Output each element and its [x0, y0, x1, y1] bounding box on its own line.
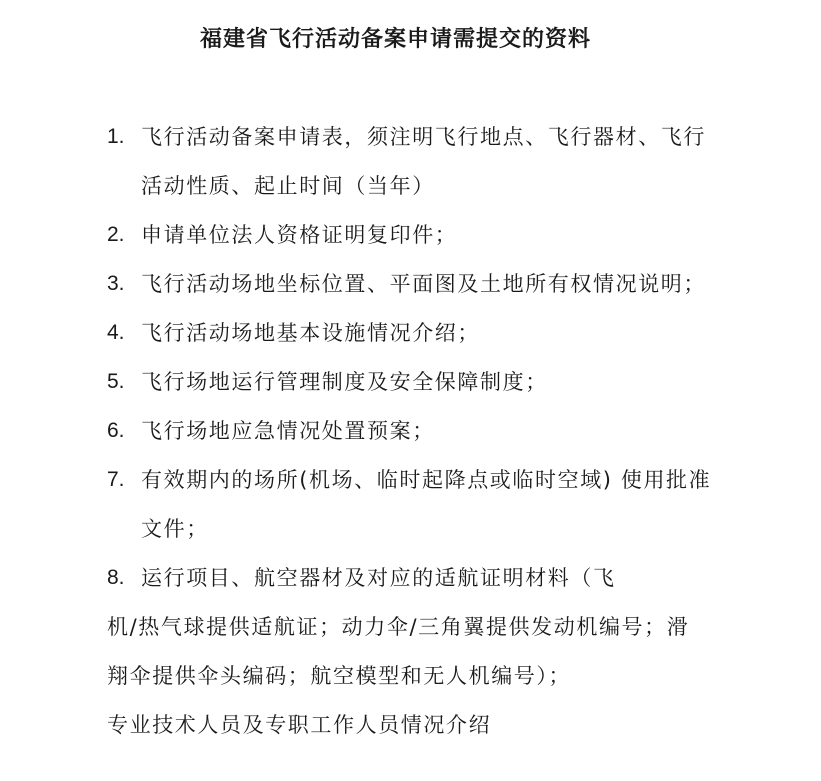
item-text: 机/热气球提供适航证；动力伞/三角翼提供发动机编号；滑: [107, 615, 690, 639]
item-text: 翔伞提供伞头编码；航空模型和无人机编号）；: [107, 664, 572, 688]
item-number: 4.: [107, 321, 125, 344]
item-text: 有效期内的场所(机场、临时起降点或临时空域) 使用批准: [141, 468, 712, 492]
item-text: 文件；: [141, 517, 209, 541]
item-text: 飞行活动备案申请表，须注明飞行地点、飞行器材、飞行: [141, 125, 706, 149]
item-text: 飞行场地运行管理制度及安全保障制度；: [141, 370, 548, 394]
item-text: 运行项目、航空器材及对应的适航证明材料（飞: [141, 566, 616, 590]
item-text: 飞行活动场地基本设施情况介绍；: [141, 321, 480, 345]
item-text: 飞行活动场地坐标位置、平面图及土地所有权情况说明；: [141, 272, 706, 296]
item-number: 6.: [107, 419, 125, 442]
item-text: 飞行场地应急情况处置预案；: [141, 419, 435, 443]
item-number: 3.: [107, 272, 125, 295]
item-number: 8.: [107, 566, 125, 589]
item-text: 申请单位法人资格证明复印件；: [141, 223, 458, 247]
item-text: 活动性质、起止时间（当年）: [141, 174, 435, 198]
item-number: 1.: [107, 125, 125, 148]
item-number: 2.: [107, 223, 125, 246]
item-number: 5.: [107, 370, 125, 393]
item-number: 7.: [107, 468, 125, 491]
footer-text: 专业技术人员及专职工作人员情况介绍: [107, 713, 492, 737]
document-title: 福建省飞行活动备案申请需提交的资料: [199, 27, 591, 52]
